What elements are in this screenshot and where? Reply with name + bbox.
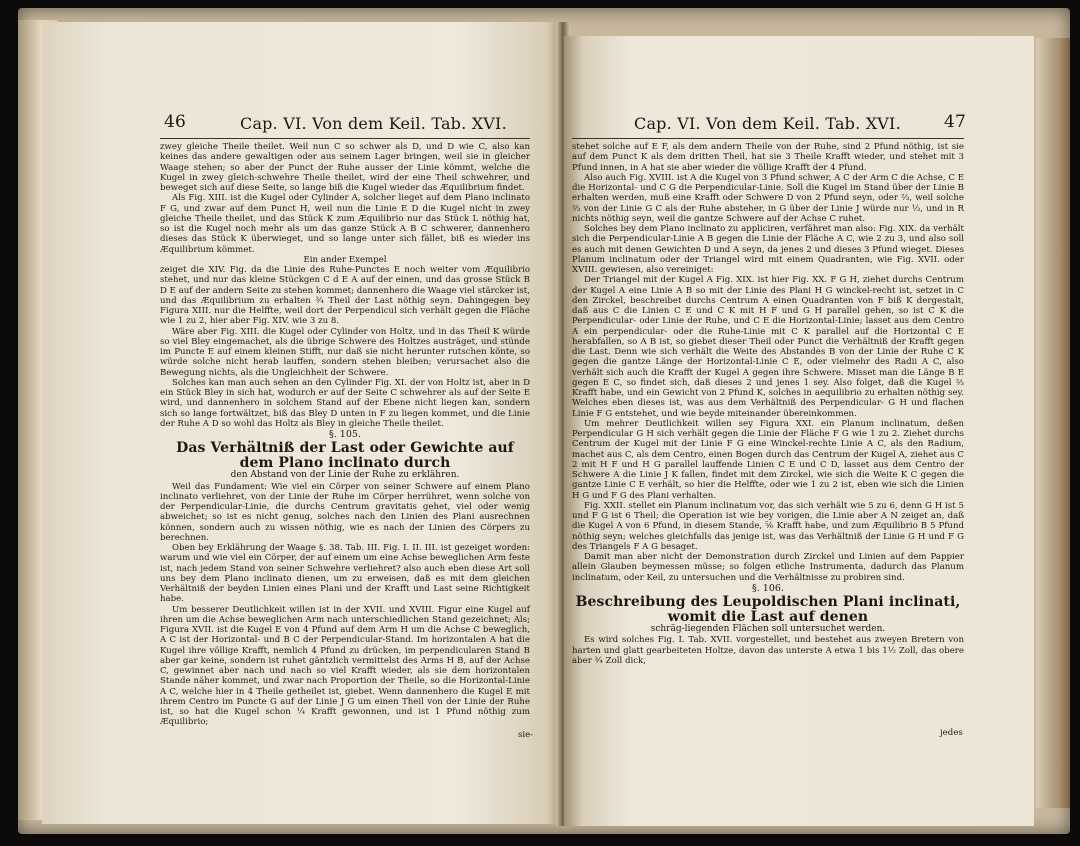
paragraph: Fig. XXII. stellet ein Planum inclinatum vor, das sich verhält wie 5 zu 6, denn G H ist 5 und F G ist 6 Theil; die Operation ist wie bey vorigen, die Linie aber A N zeiget an, daß die Kugel A von 6 Pfund, in diesem Stande, ⅚ Krafft habe, und zum Æquilibrio B 5 Pfund nöthig seyn; welches gleichfalls das jenige ist, was das Verhältniß der Linie G H und F G des Triangels F A G besaget. <box>572 500 964 552</box>
right-page-number: 47 <box>944 112 967 132</box>
paragraph: Als Fig. XIII. ist die Kugel oder Cylinder A, solcher lieget auf dem Plano inclinato F G, und zwar auf dem Punct H, weil nun die Linie E D die Kugel nicht in zwey gleiche Theile theilet, und das Stück K zum Æquilibrio nur das Stück L nöthig hat, so ist die Kugel noch mehr als um das ganze Stück A B C schwerer, dannenhero dieses das Stück K überwieget, und so lange unter sich fället, biß es wieder ins Æquilibrium kömmet. <box>160 193 530 255</box>
paragraph: Wäre aber Fig. XIII. die Kugel oder Cylinder von Holtz, und in das Theil K würde so viel Bley eingemachet, als die übrige Schwere des Holtzes austräget, und stünde im Puncte E auf einem kleinen Stifft, nur daß sie nicht herunter rutschen könte, so würde solche nicht herab lauffen, sondern stehen bleiben; verursachet also die Bewegung nichts, als die Ungleichheit der Schwere. <box>160 326 530 378</box>
left-catchword: sie- <box>518 730 534 740</box>
left-page <box>42 22 562 824</box>
left-running-header <box>42 112 562 136</box>
paragraph: Um besserer Deutlichkeit willen ist in der XVII. und XVIII. Figur eine Kugel auf ihren um die Achse beweglichen Arm nach unterschiedlichen Stand gezeichnet; Als; Figura XVII. ist die Kugel E von 4 Pfund auf dem Arm H um die Achse C beweglich, A C ist der Horizontal- und B C der Perpendicular-Stand. Im horizontalen A hat die Kugel ihre völlige Krafft, nemlich 4 Pfund zu drücken, im perpendicularen Stand B aber gar keine, sondern ist ruhet gäntzlich vermittelst des Arms H B, auf der Achse C, gewinnet aber nach und nach so viel Krafft wieder, als sie dem horizontalen Stande näher kommet, und zwar nach Proportion der Theile, so die Horizontal-Linie A C, welche hier in 4 Theile getheilet ist, giebet. Wenn dannenhero die Kugel E mit ihrem Centro im Puncte G auf der Linie J G um einen Theil von der Linie der Ruhe ist, so hat die Kugel schon ¼ Krafft gewonnen, und ist 1 Pfund nöthig zum Æquilibrio; <box>160 604 530 728</box>
right-catchword: jedes <box>940 728 963 738</box>
paragraph: Also auch Fig. XVIII. ist A die Kugel von 3 Pfund schwer, A C der Arm C die Achse, C E die Horizontal- und C G die Perpendicular-Linie. Soll die Kugel im Stand über der Linie B erhalten werden, muß eine Krafft oder Schwere D von 2 Pfund seyn, oder ⅔, weil solche ⅔ von der Linie G C als der Ruhe absteher, in G über der Linie J würde nur ⅓, und in R nichts nöthig seyn, weil die gantze Schwere auf der Achse C ruhet. <box>572 172 964 224</box>
right-page-edges <box>1036 38 1070 808</box>
right-running-header <box>564 112 1034 136</box>
left-header-rule <box>160 138 530 139</box>
paragraph: zeiget die XIV. Fig. da die Linie des Ruhe-Punctes E noch weiter vom Æquilibrio stehet, und nur das kleine Stückgen C d E A auf der einen, und das grosse Stück B D E auf der andern Seite zu stehen kommet; dannenhero die Waage viel stärcker ist, und das Æquilibrium zu erhalten ¾ Theil der Last nöthig seyn. Dahingegen bey Figura XIII. nur die Helffte, weil dort der Perpendicul sich verhält gegen die Fläche wie 1 zu 2, hier aber Fig. XIV. wie 3 zu 8. <box>160 265 530 327</box>
right-running-title: Cap. VI. Von dem Keil. Tab. XVI. <box>634 114 901 133</box>
section-number: §. 105. <box>329 429 361 440</box>
paragraph: zwey gleiche Theile theilet. Weil nun C so schwer als D, und D wie C, also kan keines das andere gewaltigen oder aus seinem Lager bringen, weil sie in gleicher Waage stehen; so aber der Punct der Ruhe ausser der Linie kömmt, welche die Kugel in zwey gleich-schwehre Theile theilet, wird der eine Theil schwehrer, und beweget sich auf diese Seite, so lange biß die Kugel wieder das Æquilibrium findet. <box>160 142 530 193</box>
section-number: §. 106. <box>752 582 784 594</box>
left-text-block <box>160 142 530 728</box>
section-heading: Beschreibung des Leupoldischen Plani inclinati, womit die Last auf denen <box>575 594 961 625</box>
right-text-block <box>572 142 964 666</box>
paragraph: Der Triangel mit der Kugel A Fig. XIX. ist hier Fig. XX. F G H, ziehet durchs Centrum der Kugel A eine Linie A B so mit der Linie des Plani H G winckel-recht ist, setzet in C den Zirckel, beschreibet durchs Centrum A einen Quadranten von F biß K dergestalt, daß aus C die Linien C E und C K mit H F und G H parallel gehen, so ist C K die Perpendicular- oder Linie der Ruhe, und C E die Horizontal-Linie; lasset aus dem Centro A ein perpendicular- oder die Ruhe-Linie mit C K parallel auf die Horizontal C E herabfallen, so A B ist, so giebet dieser Theil oder Punct die Verhältniß der Krafft gegen die Last. Denn wie sich verhält die Weite des Abstandes B von der Linie der Ruhe C K gegen die gantze Länge der Horizontal-Linie C E, oder vielmehr des Radii A C, also verhält sich auch die Krafft der Kugel A gegen ihre Schwere. Misset man die Länge B E gegen E C, so findet sich, daß dieses 2 und jenes 1 sey. Also folget, daß die Kugel ⅔ Krafft habe, und ein Gewicht von 2 Pfund K, solches in aequilibrio zu erhalten nöthig sey. Welches eben dieses ist, was aus dem Verhältniß des Perpendicular- G H und flachen Linie F G entstehet, und wie beyde miteinander übereinkommen. <box>572 275 964 419</box>
right-page <box>564 36 1034 826</box>
paragraph: Solches kan man auch sehen an den Cylinder Fig. XI. der von Holtz ist, aber in D ein Stück Bley in sich hat, wodurch er auf der Seite C schwehrer als auf der Seite E wird, und dannenhero in solchem Stand auf der Ebene nicht liegen kan, sondern sich so lange fortwältzet, biß das Bley D unten in F zu liegen kommet, und die Linie der Ruhe A D so wohl das Holtz als Bley in gleiche Theile theilet. <box>160 377 530 429</box>
paragraph: Oben bey Erklährung der Waage §. 38. Tab. III. Fig. I. II. III. ist gezeiget worden: warum und wie viel ein Cörper, der auf einem um eine Achse beweglichen Arm feste ist, nach jedem Stand von seiner Schwehre verliehret? also auch eben diese Art soll uns bey dem Plano inclinato dienen, um zu erweisen, daß es mit dem gleichen Verhältniß der beyden Linien eines Plani und der Krafft und Last seine Richtigkeit habe. <box>160 543 530 605</box>
example-title: Ein ander Exempel <box>303 254 387 265</box>
section-subheading: schräg-liegenden Flächen soll untersuchet werden. <box>650 624 886 634</box>
section-heading: Das Verhältniß der Last oder Gewichte auf dem Plano inclinato durch <box>176 440 514 471</box>
book <box>18 8 1070 834</box>
left-page-number: 46 <box>164 112 187 132</box>
paragraph: stehet solche auf E F, als dem andern Theile von der Ruhe, sind 2 Pfund nöthig, ist sie auf dem Punct K als dem dritten Theil, hat sie 3 Theile Krafft wieder, und stehet mit 3 Pfund innen, in A hat sie aber wieder die völlige Krafft der 4 Pfund. <box>572 142 964 173</box>
right-header-rule <box>572 138 964 139</box>
paragraph: Um mehrer Deutlichkeit willen sey Figura XXI. ein Planum inclinatum, deßen Perpendicular G H sich verhält gegen die Linie der Fläche F G wie 1 zu 2. Ziehet durchs Centrum der Kugel mit der Linie F G eine Winckel-rechte Linie A C, als den Radium, machet aus C, als dem Centro, einen Bogen durch das Centrum der Kugel A, ziehet aus C 2 mit H F und H G parallel lauffende Linien C E und C D, lasset aus dem Centro der Schwere A die Linie J K fallen, findet mit dem Zirckel, wie sich die Weite K C gegen die gantze Linie C E verhält, so hier die Helffte, oder wie 1 zu 2 ist, eben wie sich die Linien H G und F G des Plani verhalten. <box>572 418 964 501</box>
paragraph: Weil das Fundament: Wie viel ein Cörper von seiner Schwere auf einem Plano inclinato verliehret, von der Linie der Ruhe im Cörper herrühret, wenn solche von der Perpendicular-Linie, die durchs Centrum gravitatis gehet, viel oder wenig abweichet; so ist es nicht genug, solches nach den Linien des Plani ausrechnen können, sondern auch zu wissen nöthig, wie es nach der Linien des Cörpers zu berechnen. <box>160 481 530 543</box>
paragraph: Damit man aber nicht der Demonstration durch Zirckel und Linien auf dem Pappier allein Glauben beymessen müsse; so folgen etliche Instrumenta, dadurch das Planum inclinatum, oder Keil, zu untersuchen und die Verhältnisse zu probiren sind. <box>572 552 964 583</box>
paragraph: Solches bey dem Plano inclinato zu appliciren, verfähret man also: Fig. XIX. da verhält sich die Perpendicular-Linie A B gegen die Linie der Fläche A C, wie 2 zu 3, und also soll es auch mit denen Gewichten D und A seyn, da jenes 2 und dieses 3 Pfund wieget. Dieses Planum inclinatum oder der Triangel wird mit einem Quadranten, wie Fig. XVII. oder XVIII. gewiesen, also vereiniget: <box>572 224 964 275</box>
paragraph: Es wird solches Fig. I. Tab. XVII. vorgestellet, und bestehet aus zweyen Bretern von harten und glatt gearbeiteten Holtze, davon das unterste A etwa 1 bis 1½ Zoll, das obere aber ¾ Zoll dick, <box>572 635 964 666</box>
section-subheading: den Abstand von der Linie der Ruhe zu erklähren. <box>230 470 460 481</box>
left-running-title: Cap. VI. Von dem Keil. Tab. XVI. <box>240 114 507 133</box>
